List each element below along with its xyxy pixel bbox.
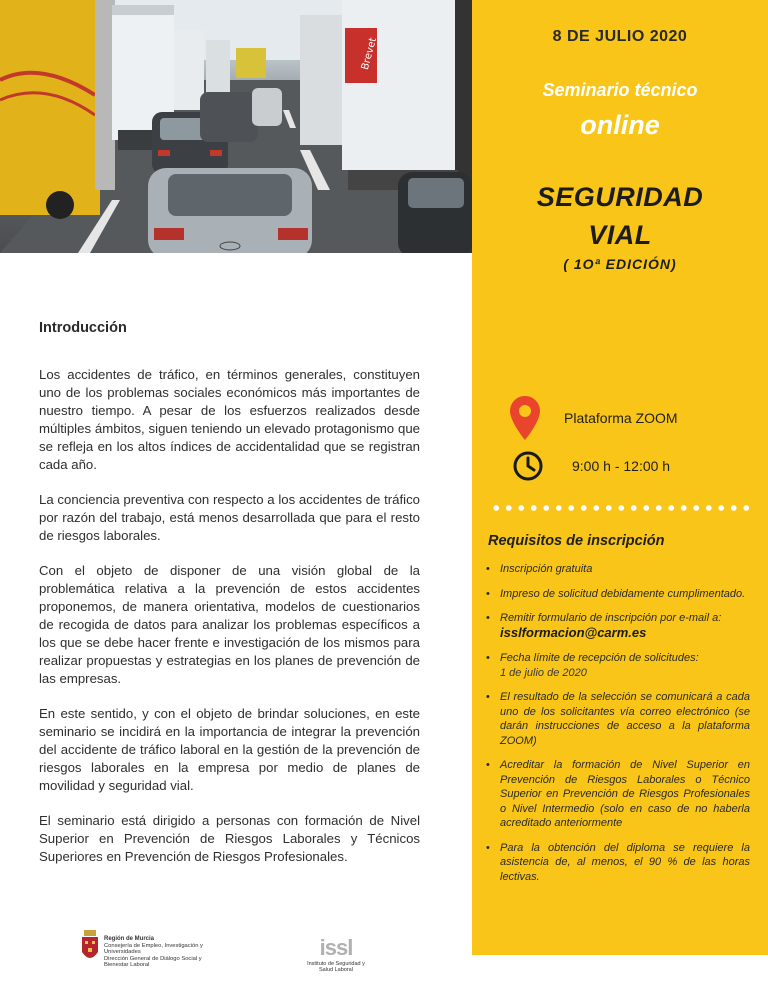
- murcia-name: Región de Murcia: [104, 936, 155, 942]
- event-location: Plataforma ZOOM: [564, 410, 678, 426]
- info-sidebar: [472, 0, 768, 955]
- requirement-item: • Inscripción gratuita: [484, 562, 750, 577]
- clock-icon: [512, 450, 544, 487]
- issl-mark: issl: [319, 935, 353, 960]
- dotted-divider: [490, 504, 752, 512]
- introduction-section: [39, 320, 420, 883]
- issl-logo: [306, 935, 366, 973]
- edition-label: ( 1Oª EDICIÓN): [563, 256, 677, 272]
- introduction-heading: Introducción: [39, 320, 127, 336]
- map-pin-icon: [510, 396, 540, 445]
- intro-paragraph: El seminario está dirigido a personas con formación de Nivel Superior en Prevención de Riesgos Laborales y Técnicos Superiores en Prevención de Riesgos Profesionales.: [39, 813, 420, 864]
- requirement-item: • Remitir formulario de inscripción por e-mail a: isslformacion@carm.es: [484, 611, 750, 641]
- contact-email-link[interactable]: isslformacion@carm.es: [500, 624, 647, 640]
- region-murcia-coat-of-arms-icon: [80, 930, 100, 969]
- requirements-list: [484, 562, 750, 894]
- seminar-title: [472, 178, 768, 254]
- murcia-directorate: Dirección General de Diálogo Social y Bienestar Laboral: [104, 955, 202, 969]
- truck-logo-text: Brevet: [359, 36, 380, 72]
- requirement-item: • Impreso de solicitud debidamente cumplimentado.: [484, 587, 750, 602]
- event-schedule: 9:00 h - 12:00 h: [572, 458, 671, 474]
- intro-paragraph: Los accidentes de tráfico, en términos generales, constituyen uno de los problemas sociales económicos más importantes de nuestro tiempo. A pesar de los esfuerzos realizados desde múltiples ámbitos, siguen teniendo un elevado protagonismo que se refleja en los altos índices de accidentalidad que se registran cada año.: [39, 367, 420, 472]
- seminar-title-line1: SEGURIDAD: [536, 182, 704, 212]
- seminar-title-line2: VIAL: [588, 220, 652, 250]
- footer-logos: [80, 925, 380, 985]
- deadline-date: 1 de julio de 2020: [500, 666, 587, 679]
- requirements-title: Requisitos de inscripción: [488, 533, 665, 549]
- region-murcia-text: [104, 936, 224, 969]
- murcia-department: Consejería de Empleo, Investigación y Universidades: [104, 942, 203, 956]
- seminar-mode: online: [580, 110, 660, 140]
- issl-name: Instituto de Seguridad y Salud Laboral: [307, 961, 365, 973]
- intro-paragraph: En este sentido, y con el objeto de brindar soluciones, en este seminario se incidirá en la importancia de integrar la prevención del accidente de tráfico laboral en la gestión de la prevención de riesgos laborales en la empresa por medio de planes de movilidad y seguridad vial.: [39, 706, 420, 793]
- requirement-item: • Para la obtención del diploma se requiere la asistencia de, al menos, el 90 % de las horas lectivas.: [484, 841, 750, 885]
- event-date: 8 DE JULIO 2020: [552, 28, 688, 45]
- requirement-item: • El resultado de la selección se comunicará a cada uno de los solicitantes vía correo electrónico (se darán instrucciones de acceso a la plataforma ZOOM): [484, 690, 750, 748]
- seminar-label: Seminario técnico: [542, 80, 698, 100]
- intro-paragraph: Con el objeto de disponer de una visión global de la problemática relativa a la prevención de estos accidentes proponemos, de manera orientativa, modelos de cuestionarios de recogida de datos para analizar los problemas específicos a los que se debe hacer frente e investigación de los mismos para realizar propuestas y estrategias en los planes de prevención de las empresas.: [39, 563, 420, 686]
- header-photo-traffic-jam: [0, 0, 472, 253]
- intro-paragraph: La conciencia preventiva con respecto a los accidentes de tráfico por razón del trabajo, está menos desarrollada que para el resto de riesgos laborales.: [39, 492, 420, 543]
- requirement-item: • Acreditar la formación de Nivel Superior en Prevención de Riesgos Laborales o Técnico Superior en Prevención de Riesgos Profesionales o Nivel Intermedio (solo en caso de no haberla acreditado anteriormente: [484, 758, 750, 831]
- requirement-item: • Fecha límite de recepción de solicitudes: 1 de julio de 2020: [484, 651, 750, 680]
